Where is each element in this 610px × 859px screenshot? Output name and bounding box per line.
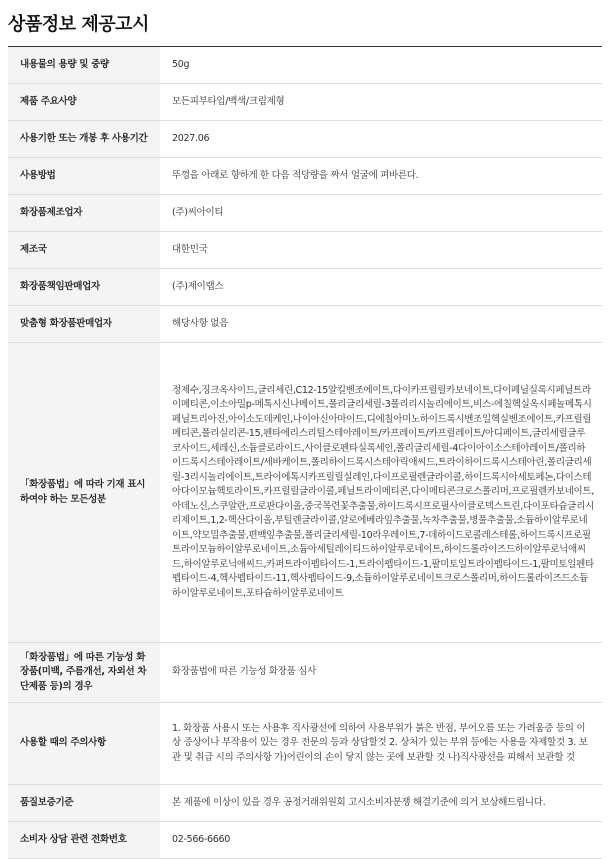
row-value: 모든피부타입/백색/크림제형 [160, 84, 602, 121]
row-label: 제품 주요사양 [8, 84, 160, 121]
table-row [8, 84, 602, 121]
row-value: 1. 화장품 사용시 또는 사용후 직사광선에 의하여 사용부위가 붉은 반점, 부어오름 또는 가려움증 등의 이상 증상이나 부작용이 있는 경우 전문의 등과 상담할것 2. 상처가 있는 부위 등에는 사용을 자제할것 3. 보관 및 취급 시의 주의사항 가)어린이의 손이 닿지 않는 곳에 보관할 것 나)직사광선을 피해서 보관할 것 [160, 703, 602, 785]
row-label: 맞춤형 화장품판매업자 [8, 306, 160, 343]
row-value: 02-566-6660 [160, 822, 602, 859]
table-row [8, 232, 602, 269]
row-label: 화장품책임판매업자 [8, 269, 160, 306]
table-row [8, 121, 602, 158]
row-value: 본 제품에 이상이 있을 경우 공정거래위원회 고시소비자분쟁 해결기준에 의거 보상해드립니다. [160, 785, 602, 822]
row-value: 화장품법에 따른 기능성 화장품 심사 [160, 643, 602, 703]
row-label: 사용할 때의 주의사항 [8, 703, 160, 785]
row-label: 사용방법 [8, 158, 160, 195]
row-value: (주)씨아이티 [160, 195, 602, 232]
row-label: 화장품제조업자 [8, 195, 160, 232]
row-label: 사용기한 또는 개봉 후 사용기간 [8, 121, 160, 158]
product-info-table [8, 46, 602, 859]
row-label: 내용물의 용량 및 중량 [8, 47, 160, 84]
table-row [8, 785, 602, 822]
row-label: 「화장품법」에 따라 기재 표시하여야 하는 모든성분 [8, 343, 160, 643]
row-label: 소비자 상담 관련 전화번호 [8, 822, 160, 859]
table-row [8, 343, 602, 643]
row-value: 50g [160, 47, 602, 84]
row-value: 대한민국 [160, 232, 602, 269]
table-row [8, 269, 602, 306]
row-value: (주)제이랩스 [160, 269, 602, 306]
page-title: 상품정보 제공고시 [8, 14, 149, 35]
row-value: 해당사항 없음 [160, 306, 602, 343]
table-row [8, 158, 602, 195]
row-label: 「화장품법」에 따른 기능성 화장품(미백, 주름개선, 자외선 차단제품 등)의 경우 [8, 643, 160, 703]
table-row [8, 47, 602, 84]
table-row [8, 306, 602, 343]
row-value: 뚜껑을 아래로 향하게 한 다음 적당량을 짜서 얼굴에 펴바른다. [160, 158, 602, 195]
row-value: 2027.06 [160, 121, 602, 158]
table-row [8, 822, 602, 859]
row-label: 품질보증기준 [8, 785, 160, 822]
table-row [8, 195, 602, 232]
row-value: 정제수,징크옥사이드,글리세린,C12-15알킬벤조에이트,다이카프릴릴카보네이트,다이페닐실록시페닐트라이메티콘,이소아밀p-메톡시신나메이트,폴리글리세릴-3폴리리시놀리에이트,비스-에칠헥실옥시페놀메톡시페닐트리아진,아이소도데케인,나이아신아마이드,디에칠아미노하이드록시벤조일헥실벤조에이트,카프릴릴메티콘,폴리실리콘-15,펜타에리스리틸스테아레이트/카프레이트/카프릴레이트/아디페이트,글리세릴글루코사이드,세레신,소듐클로라이드,사이클로펜타실록세인,폴리글리세릴-4다이아이소스테아레이트/폴리하이드록시스테아레이트/세바케이트,폴리하이드록시스테아릭애씨드,트라이하이드록시스테아린,폴리글리세릴-3리시놀리에이트,트라이에톡시카프릴릴실레인,다이프로필렌글라이콜,하이드록시아세토페논,다이스테아다이모늄헥토라이트,카프릴릴글라이콜,페닐트라이메티콘,다이메티콘크로스폴리머,프로필렌카보네이트,아데노신,스쿠알란,프로판다이올,중국목련꽃추출물,하이드록시프로필사이클로덱스트린,다이포타슘글리시리제이트,1,2-헥산다이올,부틸렌글라이콜,알로에베라잎추출물,녹차추출물,병풀추출물,소듐하이알루로네이트,약모밀추출물,편백잎추출물,폴리글리세릴-10라우레이트,7-데하이드로콜레스테롤,하이드록시프로필트라이모늄하이알루로네이트,소듐아세틸레이티드하이알루로네이트,하이드롤라이즈드하이알루로닉애씨드,하이알루로닉애씨드,카퍼트라이펩타이드-1,트라이펩타이드-1,팔미토일트라이펩타이드-1,팔미토일펜타펩타이드-4,헥사펩타이드-11,헥사펩타이드-9,소듐하이알루로네이트크로스폴리머,하이드롤라이즈드소듐하이알루로네이트,포타슘하이알루로네이트 [160, 343, 602, 643]
table-row [8, 703, 602, 785]
row-label: 제조국 [8, 232, 160, 269]
table-row [8, 643, 602, 703]
